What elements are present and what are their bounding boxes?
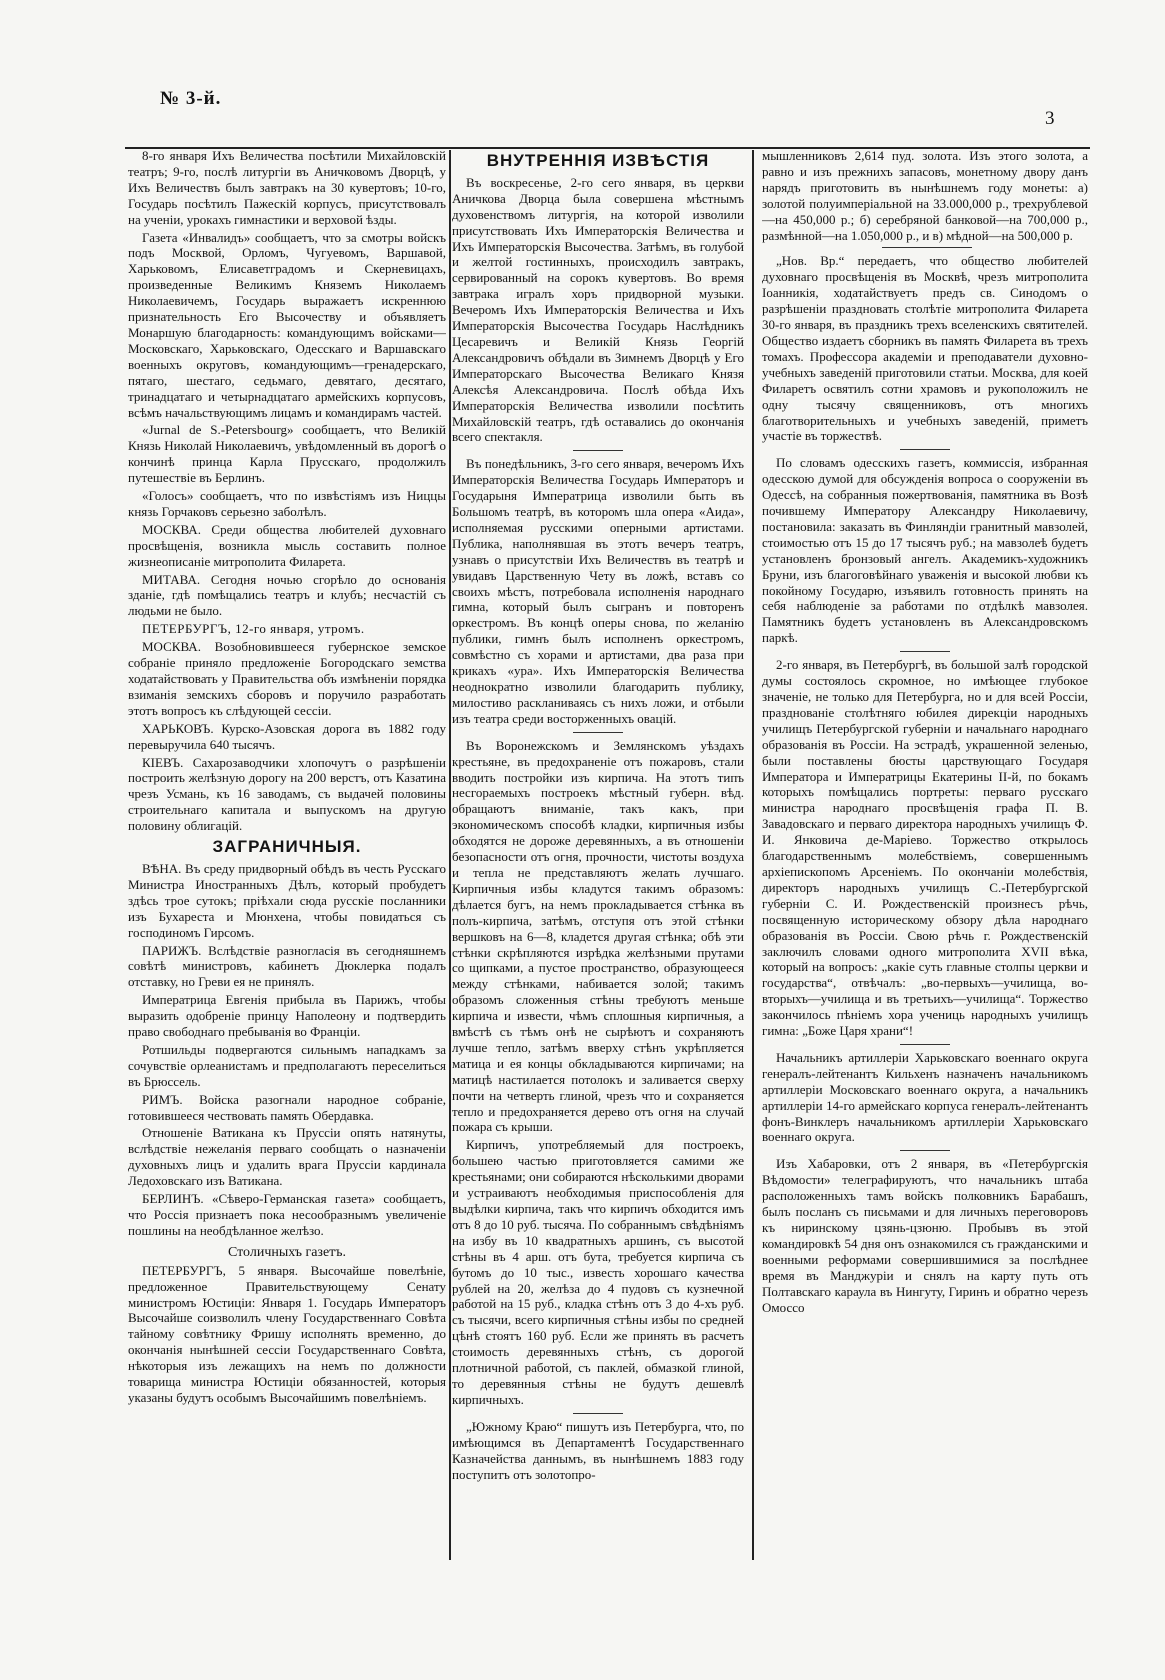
section-title-domestic: ВНУТРЕННІЯ ИЗВѢСТІЯ bbox=[486, 151, 710, 170]
article-paragraph: ПАРИЖЪ. Вслѣдствіе разногласія въ сегодняшнемъ совѣтѣ министровъ, кабинетъ Дюклерка подалъ отставку, но Греви ея не принялъ. bbox=[128, 942, 446, 990]
separator bbox=[900, 1150, 950, 1151]
separator bbox=[900, 1044, 950, 1045]
article-paragraph: МИТАВА. Сегодня ночью сгорѣло до основанія зданіе, гдѣ помѣщались театръ и клубъ; несчастій съ людьми не было. bbox=[128, 571, 446, 619]
article-paragraph: РИМЪ. Войска разогнали народное собраніе, готовившееся чествовать память Обердавка. bbox=[128, 1091, 446, 1123]
section-title-foreign: ЗАГРАНИЧНЫЯ. bbox=[212, 837, 362, 857]
article-paragraph: «Jurnal de S.-Petersbourg» сообщаетъ, что Великій Князь Николай Николаевичъ, увѣдомленный въ дорогѣ о кончинѣ принца Карла Прусскаго, продолжилъ путешествіе въ Берлинъ. bbox=[128, 422, 446, 486]
article-paragraph: Начальникъ артиллеріи Харьковскаго военнаго округа генералъ-лейтенантъ Кильхенъ назначенъ начальникомъ артиллеріи Московскаго военнаго округа, а начальникъ артиллеріи 14-го армейскаго корпуса генералъ-лейтенантъ фонъ-Винклеръ начальникомъ артиллеріи Харьковскаго военнаго округа. bbox=[762, 1049, 1088, 1145]
article-paragraph: По словамъ одесскихъ газетъ, коммиссія, избранная одесскою думой для обсужденія вопроса о сооруженіи въ Одессѣ, на собранныя пожертвованія, памятника въ Возѣ почившему Императору Александру Николаевичу, постановила: заказать въ Финляндіи гранитный мавзолей, стоимостью отъ 15 до 17 тысячъ руб.; на мавзолеѣ будетъ установленъ бронзовый ангелъ. Академикъ-художникъ Бруни, изъ благоговѣйнаго уваженія и высокой любви къ покойному Государю, изъявилъ готовность принять на себя наблюденіе за работами по отдѣлкѣ мавзолея. Памятникъ будетъ установленъ въ Александровскомъ паркѣ. bbox=[762, 455, 1088, 646]
article-paragraph: КІЕВЪ. Сахарозаводчики хлопочутъ о разрѣшеніи построить желѣзную дорогу на 200 верстъ, отъ Казатина чрезъ Усмань, къ 16 заводамъ, съ выдачей половины строительнаго капитала и выпускомъ на другую половину облигацій. bbox=[128, 754, 446, 834]
article-paragraph: ПЕТЕРБУРГЪ, 5 января. Высочайше повелѣніе, предложенное Правительствующему Сенату министромъ Юстиціи: Января 1. Государь Императоръ Высочайше соизволилъ члену Государственнаго Совѣта тайному совѣтнику Фришу исполнять временно, до окончанія нынѣшней сессіи Государственнаго Совѣта, нѣкоторыя изъ лежащихъ на немъ по должности товарища министра Юстиціи обязанностей, которыя указаны будутъ особымъ Высочайшимъ повелѣніемъ. bbox=[128, 1262, 446, 1405]
column-divider bbox=[449, 150, 451, 1560]
separator bbox=[573, 1413, 623, 1414]
separator bbox=[900, 449, 950, 450]
article-paragraph: Изъ Хабаровки, отъ 2 января, въ «Петербургскія Вѣдомости» телеграфируютъ, что начальникъ штаба расположенныхъ тамъ войскъ полковникъ Барабашъ, былъ посланъ съ письмами и для личныхъ переговоровъ къ ниринскому цзянь-цзюню. Пробывъ въ этой командировкѣ 54 дня онъ ознакомился съ гражданскими и военными реформами совершившимися за послѣднее время въ Манджуріи и снялъ на карту путь отъ Полтавскаго караула въ Нингуту, Гиринъ и обратно черезъ Омоссо bbox=[762, 1156, 1088, 1315]
column-3 bbox=[762, 148, 1088, 1560]
article-paragraph: МОСКВА. Среди общества любителей духовнаго просвѣщенія, возникла мысль составить полное жизнеописаніе митрополита Филарета. bbox=[128, 521, 446, 569]
column-1 bbox=[128, 148, 446, 1560]
article-paragraph: МОСКВА. Возобновившееся губернское земское собраніе приняло предложеніе Богородскаго земства ходатайствовать у Правительства объ измѣненіи порядка взиманія земскихъ сборовъ и поручило разработать этотъ вопросъ къ слѣдующей сессіи. bbox=[128, 639, 446, 718]
separator bbox=[882, 247, 972, 248]
article-paragraph: Отношеніе Ватикана къ Пруссіи опять натянуты, вслѣдствіе нежеланія перваго сообщать о назначеніи духовныхъ лицъ и удалить врага Пруссіи кардинала Ледоховскаго изъ Ватикана. bbox=[128, 1125, 446, 1189]
page-number: 3 bbox=[1045, 108, 1055, 129]
separator bbox=[573, 450, 623, 451]
article-paragraph: „Нов. Вр.“ передаетъ, что общество любителей духовнаго просвѣщенія въ Москвѣ, чрезъ митрополита Іоанникія, ходатайствуетъ предъ св. Синодомъ о разрѣшеніи праздновать столѣтіе митрополита Филарета 30-го января, въ праздникъ трехъ вселенскихъ святителей. Общество издаетъ сборникъ въ память Филарета въ трехъ томахъ. Профессора академіи и преподаватели духовно-учебныхъ заведеній приготовили статьи. Москва, для коей Филаретъ освятилъ сотни храмовъ и рукоположилъ не одну тысячу священниковъ, отъ многихъ благотворительныхъ и учебныхъ заведеній, приметъ участіе въ торжествѣ. bbox=[762, 253, 1088, 444]
article-paragraph: „Южному Краю“ пишутъ изъ Петербурга, что, по имѣющимся въ Департаментѣ Государственнаго Казначейства даннымъ, въ нынѣшнемъ 1883 году поступитъ отъ золотопро- bbox=[452, 1418, 744, 1482]
article-paragraph: «Голосъ» сообщаетъ, что по извѣстіямъ изъ Ниццы князь Горчаковъ серьезно заболѣлъ. bbox=[128, 488, 446, 519]
article-paragraph: Въ понедѣльникъ, 3-го сего января, вечеромъ Ихъ Императорскія Величества Государь Императоръ и Государыня Императрица изволили быть въ Большомъ театрѣ, въ которомъ шла опера «Аида», исполняемая русскими оперными артистами. Публика, наполнявшая въ этотъ вечеръ театръ, узнавъ о присутствіи Ихъ Величествъ въ театрѣ и увидавъ Царственную Чету въ ложѣ, вставъ со своихъ мѣстъ, потребовала исполненія народнаго гимна, который былъ сыгранъ и повторенъ оркестромъ. Въ концѣ оперы снова, по желанію публики, гимнъ былъ исполненъ оркестромъ, совмѣстно съ хорами и артистами, два раза при крикахъ «ура». Ихъ Императорскія Величества неоднократно изволили благодарить публику, милостиво раскланиваясь съ нихъ ложи, и отбыли изъ театра среди восторженныхъ овацій. bbox=[452, 456, 744, 726]
article-paragraph: Въ Воронежскомъ и Землянскомъ уѣздахъ крестьяне, въ предохраненіе отъ пожаровъ, стали вводить постройки изъ кирпича. На этотъ типъ несгораемыхъ построекъ мѣстный губерн. вѣд. обращаютъ вниманіе, такъ какъ, при экономическомъ способѣ кладки, кирпичныя избы обходятся не дороже деревянныхъ, а въ отношеніи безопасности отъ огня, прочности, чистоты воздуха и тепла не представляютъ желать лучшаго. Кирпичныя избы кладутся такимъ образомъ: дѣлается бугъ, на немъ прокладывается стѣнка въ полъ-кирпича, затѣмъ, отступя отъ этой стѣнки вершковъ на 6—8, кладется другая стѣнка; обѣ эти стѣнки скрѣпляются изрѣдка желѣзными прутами со щипками, а пустое пространство, образующееся между стѣнками, набивается золой; такимъ образомъ сложенныя стѣны требуютъ меньше кирпича и извести, чѣмъ сплошныя кирпичныя, а вмѣстѣ съ тѣмъ онѣ не сырѣютъ и сохраняютъ лучше тепло, затѣмъ вверху стѣнъ укрѣпляется матица и ея концы обкладываются кирпичами; на матицѣ настилается потолокъ и заливается сверху почти на четверть глиной, чрезъ что и сохраняется тепло и предохраняется дерево отъ огня на случай пожара съ крыши. bbox=[452, 737, 744, 1135]
dateline: ПЕТЕРБУРГЪ, 12-го января, утромъ. bbox=[142, 621, 365, 637]
article-paragraph: 2-го января, въ Петербургѣ, въ большой залѣ городской думы состоялось скромное, но имѣющее глубокое значеніе, не только для Петербурга, но и для всей Россіи, празднованіе столѣтняго юбилея дирекціи народныхъ училищъ Петербургской губерніи и начальнаго народнаго образованія въ Россіи. На эстрадѣ, украшенной зеленью, были поставлены бюсты царствующаго Государя Императора и Императрицы Екатерины II-й, по бокамъ которыхъ помѣщались портреты: перваго русскаго министра народнаго просвѣщенія графа П. В. Завадовскаго и перваго директора народныхъ училищъ Ф. И. Янковича де-Маріево. Торжество открылось благодарственнымъ молебствіемъ, совершеннымъ архіепископомъ Арсеніемъ. По окончаніи молебствія, директоръ народныхъ училищъ С.-Петербургской губерніи С. И. Рождественскій произнесъ рѣчь, посвященную историческому обзору дѣла народнаго образованія въ Россіи. Свою рѣчь г. Рождественскій заключилъ словами одного митрополита XVII вѣка, который на вопросъ: „какіе суть главные столпы церкви и государства“, отвѣчалъ: „во-первыхъ—училища, во-вторыхъ—училища и въ третьихъ—училища“. Торжество закончилось пѣніемъ хора учениць народныхъ училищъ гимна: „Боже Царя храни“! bbox=[762, 657, 1088, 1039]
article-paragraph: ХАРЬКОВЪ. Курско-Азовская дорога въ 1882 году перевыручила 640 тысячъ. bbox=[128, 720, 446, 752]
article-paragraph: Кирпичъ, употребляемый для построекъ, большею частью приготовляется самими же крестьянами; они собираются нѣсколькими дворами и устраиваютъ необходимыя приспособленія для выдѣлки кирпича, такъ что кирпичъ обходится имъ отъ 8 до 10 руб. тысяча. По собраннымъ свѣдѣніямъ на избу въ 10 квадратныхъ аршинъ, съ высотой стѣны въ 4 арш. отъ бута, требуется кирпича съ бутомъ до 10 тыс., известь хорошаго качества рублей на 20, желѣза до 4 пудовъ съ кузнечной работой на 15 руб., кладка стѣнъ отъ 3 до 4-хъ руб. съ тысячи, всего кирпичныя стѣны избы по средней цѣнѣ стоятъ 160 руб. Если же принять въ расчетъ стоимость деревянныхъ стѣнъ, съ дорогой плотничной работой, съ паклей, обмазкой глиной, то деревянныя стѣны не будутъ дешевлѣ кирпичныхъ. bbox=[452, 1137, 744, 1407]
column-divider bbox=[752, 150, 754, 1560]
article-paragraph: 8-го января Ихъ Величества посѣтили Михайловскій театръ; 9-го, послѣ литургіи въ Аничковомъ Дворцѣ, у Ихъ Величествъ былъ завтракъ на 30 кувертовъ; 10-го, Государь посѣтилъ Пажескій корпусъ, присутствовалъ на ученіи, урокахъ гимнастики и верховой ѣзды. bbox=[128, 148, 446, 227]
separator bbox=[573, 732, 623, 733]
article-paragraph: Въ воскресенье, 2-го сего января, въ церкви Аничкова Дворца была совершена мѣстнымъ духовенствомъ литургія, на которой изволили присутствовать Ихъ Императорскія Величества и Ихъ Императорскія Высочества. Затѣмъ, въ голубой и желтой гостинныхъ, происходилъ завтракъ, сервированный на сорокъ кувертовъ. Во время завтрака игралъ хоръ придворной музыки. Вечеромъ Ихъ Императорскія Величества и Ихъ Императорскія Высочества Государь Наслѣдникъ Цесаревичъ и Великій Князь Георгій Александровичъ обѣдали въ Зимнемъ Дворцѣ у Его Императорскаго Высочества Великаго Князя Алексѣя Александровича. Послѣ обѣда Ихъ Императорскія Величества изволили посѣтить Михайловскій театръ, гдѣ оставались до окончанія всего спектакля. bbox=[452, 174, 744, 445]
issue-number: № 3-й. bbox=[160, 88, 222, 109]
article-paragraph: Ротшильды подвергаются сильнымъ нападкамъ за сочувствіе орлеанистамъ и предполагаютъ переселиться въ Брюссель. bbox=[128, 1041, 446, 1089]
article-paragraph: БЕРЛИНЪ. «Сѣверо-Германская газета» сообщаетъ, что Россія признаетъ пока несообразнымъ увеличеніе пошлины на необдѣланное желѣзо. bbox=[128, 1191, 446, 1238]
article-paragraph: мышленниковъ 2,614 пуд. золота. Изъ этого золота, а равно и изъ прежнихъ запасовъ, монетному двору данъ нарядъ приготовить въ нынѣшнемъ году монеты: а) золотой полуимперіальной на 33.000,000 р., трехрублевой—на 450,000 р.; б) серебряной банковой—на 700,000 р., размѣнной—на 1.050,000 р., и в) мѣдной—на 500,000 р. bbox=[762, 148, 1088, 243]
article-paragraph: Газета «Инвалидъ» сообщаетъ, что за смотры войскъ подъ Москвой, Орломъ, Чугуевомъ, Варшавой, Харьковомъ, Елисаветградомъ и Скерневицахъ, произведенные Великимъ Княземъ Николаемъ Николаевичемъ, Государь выражаетъ искреннюю признательность Его Высочеству и объявляетъ Монаршую благодарность: командующимъ войсками—Московскаго, Харьковскаго, Одесскаго и Варшавскаго военныхъ округовъ, командующимъ—гренадерскаго, пятаго, шестаго, седьмаго, девятаго, десятаго, тринадцатаго и четырнадцатаго армейскихъ корпусовъ, всѣмъ начальствующимъ лицамъ и командирамъ частей. bbox=[128, 229, 446, 420]
column-2 bbox=[452, 148, 744, 1560]
separator bbox=[900, 651, 950, 652]
article-paragraph: Императрица Евгенія прибыла въ Парижъ, чтобы выразить одобреніе принцу Наполеону и подтвердить право свободнаго пребыванія во Франціи. bbox=[128, 992, 446, 1040]
section-title-capital-papers: Столичныхъ газетъ. bbox=[227, 1244, 347, 1260]
article-paragraph: ВѢНА. Въ среду придворный обѣдъ въ честь Русскаго Министра Иностранныхъ Дѣлъ, который пробудетъ здѣсь трое сутокъ; пріѣхали сюда русскіе посланники изъ Бухареста и Мюнхена, чтобы повидаться съ господиномъ Гирсомъ. bbox=[128, 860, 446, 940]
